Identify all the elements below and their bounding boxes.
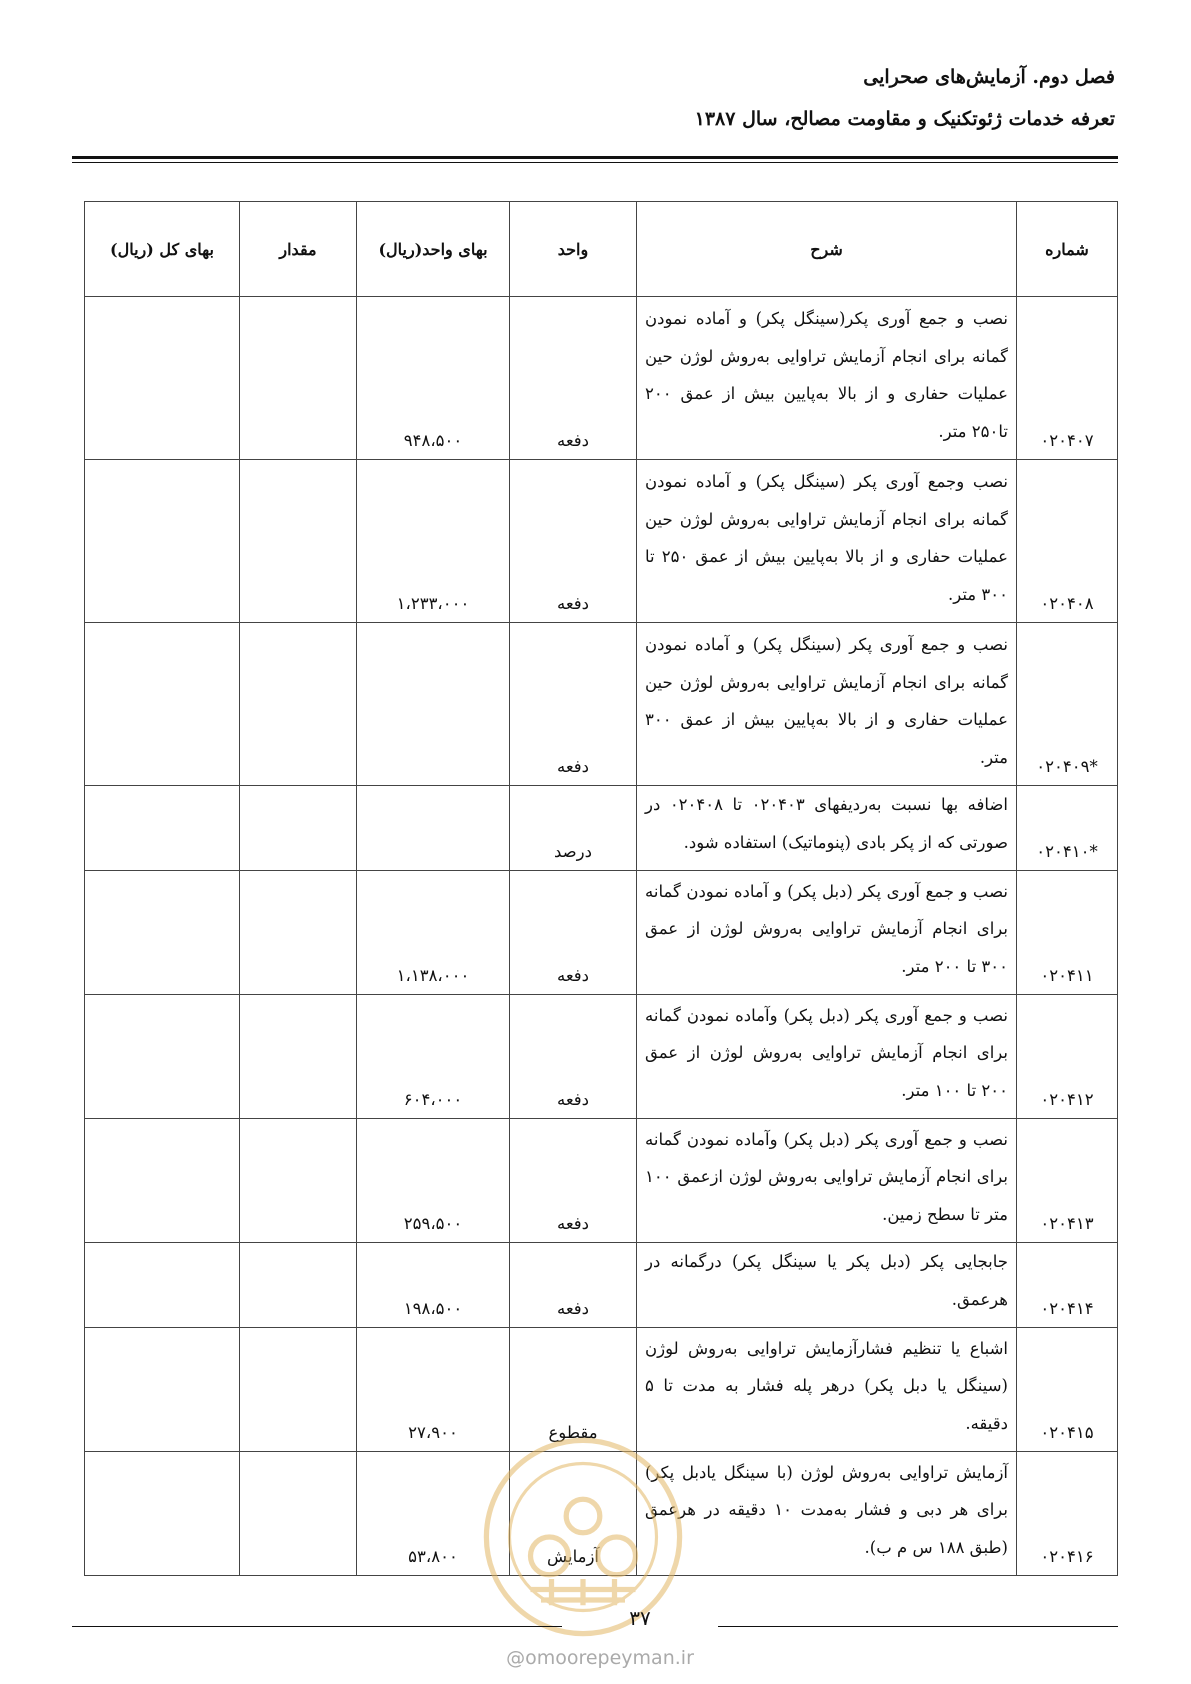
row-unit-price: ۹۴۸،۵۰۰ [357, 297, 510, 460]
row-quantity [240, 297, 357, 460]
col-header-quantity: مقدار [240, 202, 357, 297]
row-total [85, 623, 240, 786]
document-subtitle: تعرفه خدمات ژئوتکنیک و مقاومت مصالح، سال ۱۳۸۷ [694, 108, 1115, 130]
row-quantity [240, 1328, 357, 1452]
row-quantity [240, 623, 357, 786]
row-description: جابجایی پکر (دبل پکر یا سینگل پکر) درگمانه در هرعمق. [637, 1243, 1017, 1328]
table-row [85, 995, 1118, 1119]
row-total [85, 297, 240, 460]
row-description: نصب و جمع آوری پکر (سینگل پکر) و آماده نمودن گمانه برای انجام آزمایش تراوایی به‌روش لوژن حین عملیات حفاری و از بالا به‌پایین بیش از عمق ۳۰۰ متر. [637, 623, 1017, 786]
website-watermark: @omoorepeyman.ir [506, 1647, 694, 1669]
row-description: نصب و جمع آوری پکر(سینگل پکر) و آماده نمودن گمانه برای انجام آزمایش تراوایی به‌روش لوژن حین عملیات حفاری و از بالا به‌پایین بیش از عمق ۲۰۰ تا۲۵۰ متر. [637, 297, 1017, 460]
table-row [85, 460, 1118, 623]
row-quantity [240, 995, 357, 1119]
row-total [85, 871, 240, 995]
row-unit: دفعه [510, 460, 637, 623]
row-total [85, 460, 240, 623]
row-unit: دفعه [510, 871, 637, 995]
row-unit: درصد [510, 786, 637, 871]
row-number: ۰۲۰۴۱۵ [1017, 1328, 1118, 1452]
row-unit-price: ۲۵۹،۵۰۰ [357, 1119, 510, 1243]
row-description: اشباع یا تنظیم فشارآزمایش تراوایی به‌روش لوژن (سینگل یا دبل پکر) درهر پله فشار به مدت تا ۵ دقیقه. [637, 1328, 1017, 1452]
table-row [85, 871, 1118, 995]
table-row [85, 786, 1118, 871]
row-quantity [240, 786, 357, 871]
row-number: ۰۲۰۴۱۳ [1017, 1119, 1118, 1243]
footer-rule-left [72, 1626, 562, 1627]
row-unit: دفعه [510, 1243, 637, 1328]
col-header-total: بهای کل (ریال) [85, 202, 240, 297]
row-description: نصب و جمع آوری پکر (دبل پکر) وآماده نمودن گمانه برای انجام آزمایش تراوایی به‌روش لوژن از عمق ۲۰۰ تا ۱۰۰ متر. [637, 995, 1017, 1119]
row-unit: دفعه [510, 1119, 637, 1243]
tariff-table [84, 201, 1118, 1576]
row-total [85, 786, 240, 871]
row-quantity [240, 1452, 357, 1576]
row-quantity [240, 1119, 357, 1243]
page-number: ۳۷ [629, 1606, 651, 1630]
row-number: ۰۲۰۴۰۸ [1017, 460, 1118, 623]
col-header-unit: واحد [510, 202, 637, 297]
row-unit-price: ۵۳،۸۰۰ [357, 1452, 510, 1576]
row-number: *۰۲۰۴۱۰ [1017, 786, 1118, 871]
row-description: اضافه بها نسبت به‌ردیفهای ۰۲۰۴۰۳ تا ۰۲۰۴۰۸ در صورتی که از پکر بادی (پنوماتیک) استفاده شود. [637, 786, 1017, 871]
row-total [85, 1452, 240, 1576]
row-number: ۰۲۰۴۱۴ [1017, 1243, 1118, 1328]
col-header-unit-price: بهای واحد(ریال) [357, 202, 510, 297]
row-unit-price: ۲۷،۹۰۰ [357, 1328, 510, 1452]
col-header-number: شماره [1017, 202, 1118, 297]
table-row [85, 623, 1118, 786]
table-row [85, 297, 1118, 460]
row-unit: دفعه [510, 995, 637, 1119]
row-unit: مقطوع [510, 1328, 637, 1452]
row-number: ۰۲۰۴۰۷ [1017, 297, 1118, 460]
row-description: آزمایش تراوایی به‌روش لوژن (با سینگل یادبل پکر) برای هر دبی و فشار به‌مدت ۱۰ دقیقه در هرعمق (طبق ۱۸۸ س م ب). [637, 1452, 1017, 1576]
row-description: نصب و جمع آوری پکر (دبل پکر) وآماده نمودن گمانه برای انجام آزمایش تراوایی به‌روش لوژن ازعمق ۱۰۰ متر تا سطح زمین. [637, 1119, 1017, 1243]
row-unit: آزمایش [510, 1452, 637, 1576]
header-rule-thick [72, 156, 1118, 159]
row-total [85, 1243, 240, 1328]
row-unit-price: ۱،۲۳۳،۰۰۰ [357, 460, 510, 623]
row-total [85, 1328, 240, 1452]
row-number: *۰۲۰۴۰۹ [1017, 623, 1118, 786]
table-row [85, 1119, 1118, 1243]
row-number: ۰۲۰۴۱۲ [1017, 995, 1118, 1119]
footer-rule-right [718, 1626, 1118, 1627]
row-number: ۰۲۰۴۱۶ [1017, 1452, 1118, 1576]
header-rule-thin [72, 162, 1118, 163]
row-unit-price [357, 786, 510, 871]
table-header-row [85, 202, 1118, 297]
col-header-description: شرح [637, 202, 1017, 297]
row-total [85, 995, 240, 1119]
row-unit-price: ۶۰۴،۰۰۰ [357, 995, 510, 1119]
row-unit-price [357, 623, 510, 786]
row-quantity [240, 460, 357, 623]
row-description: نصب و جمع آوری پکر (دبل پکر) و آماده نمودن گمانه برای انجام آزمایش تراوایی به‌روش لوژن از عمق ۳۰۰ تا ۲۰۰ متر. [637, 871, 1017, 995]
row-unit-price: ۱،۱۳۸،۰۰۰ [357, 871, 510, 995]
row-unit: دفعه [510, 623, 637, 786]
row-unit: دفعه [510, 297, 637, 460]
row-quantity [240, 1243, 357, 1328]
row-total [85, 1119, 240, 1243]
row-description: نصب وجمع آوری پکر (سینگل پکر) و آماده نمودن گمانه برای انجام آزمایش تراوایی به‌روش لوژن حین عملیات حفاری و از بالا به‌پایین بیش از عمق ۲۵۰ تا ۳۰۰ متر. [637, 460, 1017, 623]
row-number: ۰۲۰۴۱۱ [1017, 871, 1118, 995]
row-quantity [240, 871, 357, 995]
chapter-title: فصل دوم. آزمایش‌های صحرایی [863, 66, 1115, 88]
table-row [85, 1243, 1118, 1328]
row-unit-price: ۱۹۸،۵۰۰ [357, 1243, 510, 1328]
